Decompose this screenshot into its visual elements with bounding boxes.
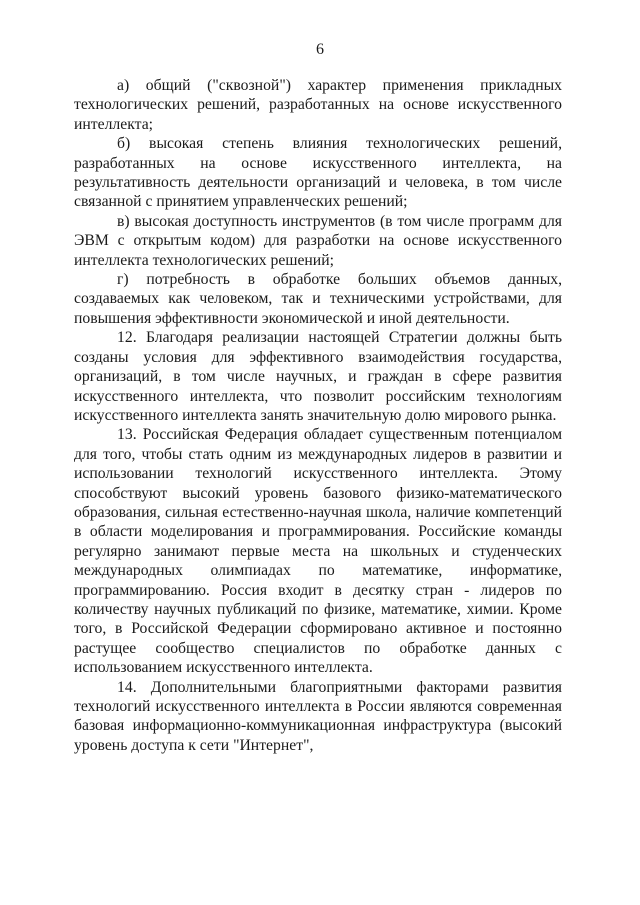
- paragraph-14: 14. Дополнительными благоприятными факторами развития технологий искусственного интеллекта в России являются современная базовая информационно-коммуникационная инфраструктура (высокий уровень доступа к сети "Интернет",: [74, 678, 562, 754]
- paragraph-item-d: г) потребность в обработке больших объемов данных, создаваемых как человеком, так и техническими устройствами, для повышения эффективности экономической и иной деятельности.: [74, 271, 562, 327]
- body-text: [74, 76, 562, 755]
- paragraph-12: 12. Благодаря реализации настоящей Стратегии должны быть созданы условия для эффективного взаимодействия государства, организаций, в том числе научных, и граждан в сфере развития искусственного интеллекта, что позволит российским технологиям искусственного интеллекта занять значительную долю мирового рынка.: [74, 329, 562, 424]
- paragraph-item-c: в) высокая доступность инструментов (в том числе программ для ЭВМ с открытым кодом) для разработки на основе искусственного интеллекта технологических решений;: [74, 212, 562, 269]
- paragraph-item-b: б) высокая степень влияния технологических решений, разработанных на основе искусственного интеллекта, на результативность деятельности организаций и человека, в том числе связанной с принятием управленческих решений;: [74, 135, 562, 211]
- paragraph-item-a: а) общий ("сквозной") характер применения прикладных технологических решений, разработанных на основе искусственного интеллекта;: [74, 77, 562, 133]
- page-number: 6: [316, 41, 324, 58]
- paragraph-13: 13. Российская Федерация обладает существенным потенциалом для того, чтобы стать одним из международных лидеров в развитии и использовании технологий искусственного интеллекта. Этому способствуют высокий уровень базового физико-математического образования, сильная естественно-научная школа, наличие компетенций в области моделирования и программирования. Российские команды регулярно занимают первые места на школьных и студенческих международных олимпиадах по математике, информатике, программированию. Россия входит в десятку стран - лидеров по количеству научных публикаций по физике, математике, химии. Кроме того, в Российской Федерации сформировано активное и постоянно растущее сообщество специалистов по обработке данных с использованием искусственного интеллекта.: [74, 426, 562, 677]
